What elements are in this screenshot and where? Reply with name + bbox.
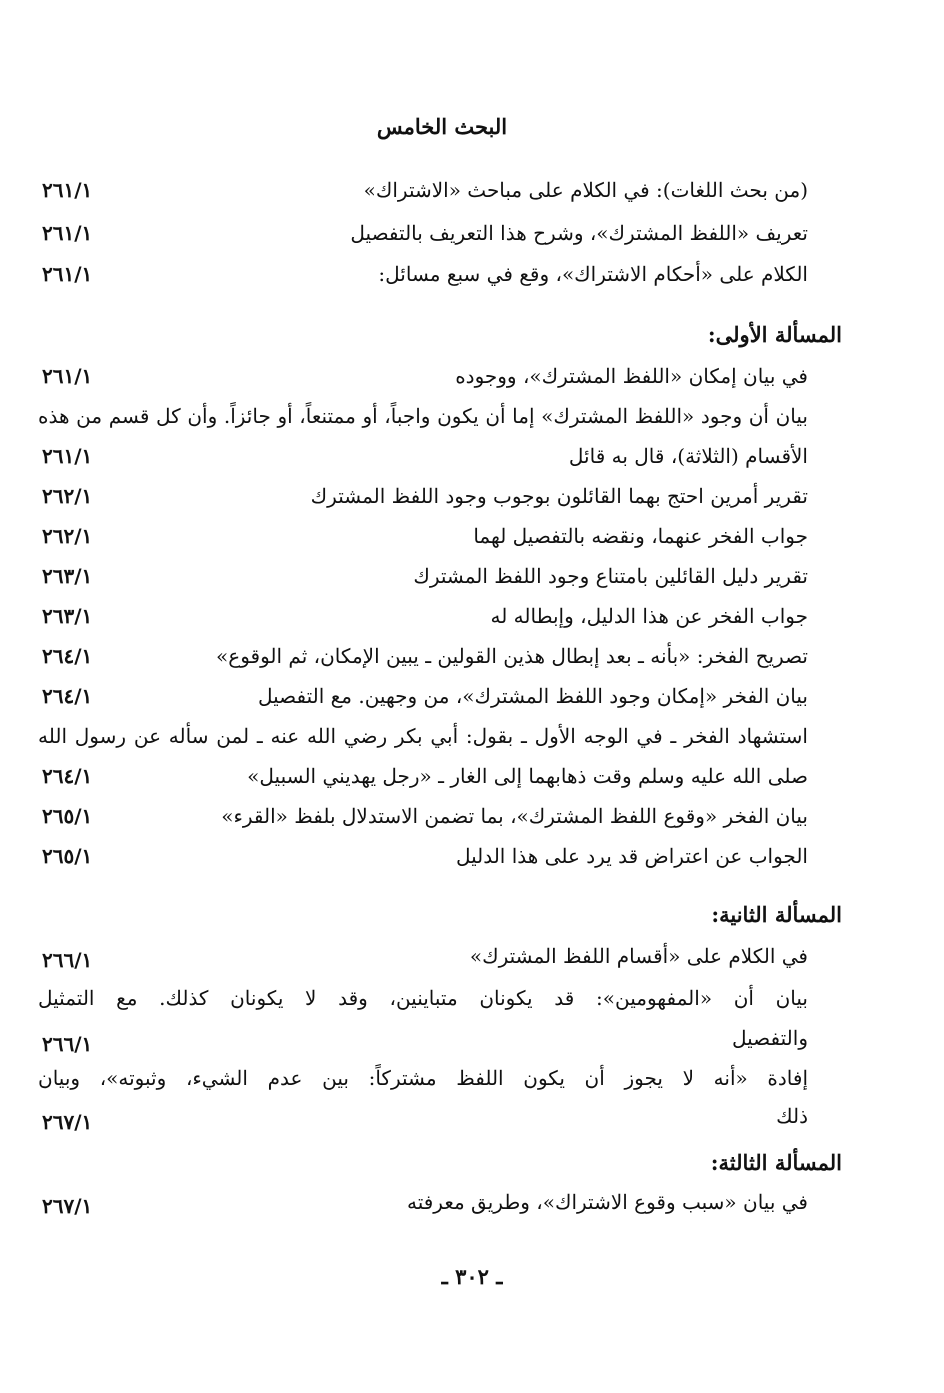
entry-line: ذلك <box>776 1104 808 1128</box>
page-reference: ٢٦٤/١ <box>42 684 93 708</box>
intro-line: (من بحث اللغات): في الكلام على مباحث «الاشتراك» <box>363 178 808 202</box>
page-number: ـ ٣٠٢ ـ <box>441 1264 503 1289</box>
page-reference: ٢٦٣/١ <box>42 564 93 588</box>
entry-line: في الكلام على «أقسام اللفظ المشترك» <box>469 944 808 968</box>
entry-line: تصريح الفخر: «بأنه ـ بعد إبطال هذين القولين ـ يبين الإمكان، ثم الوقوع» <box>216 644 808 668</box>
entry-line: في بيان «سبب وقوع الاشتراك»، وطريق معرفته <box>406 1190 808 1214</box>
intro-line: الكلام على «أحكام الاشتراك»، وقع في سبع مسائل: <box>378 262 808 286</box>
entry-line: بيان الفخر «وقوع اللفظ المشترك»، بما تضمن الاستدلال بلفظ «القرء» <box>221 804 808 828</box>
entry-line: الأقسام (الثلاثة)، قال به قائل <box>568 444 808 468</box>
page-reference: ٢٦١/١ <box>42 364 93 388</box>
section-title: المسألة الأولى: <box>707 322 842 347</box>
page-reference: ٢٦٣/١ <box>42 604 93 628</box>
page-reference: ٢٦١/١ <box>42 178 93 202</box>
page-reference: ٢٦٦/١ <box>42 1032 93 1056</box>
page-heading: البحث الخامس <box>376 114 508 139</box>
page-reference: ٢٦٢/١ <box>42 484 93 508</box>
entry-line: تقرير دليل القائلين بامتناع وجود اللفظ المشترك <box>413 564 808 588</box>
section-title: المسألة الثالثة: <box>710 1150 842 1175</box>
entry-line: إفادة «أنه لا يجوز أن يكون اللفظ مشتركاً: بين عدم الشيء، وثبوته»، وبيان <box>38 1066 808 1090</box>
page-reference: ٢٦١/١ <box>42 221 93 245</box>
page-reference: ٢٦١/١ <box>42 262 93 286</box>
page-reference: ٢٦٥/١ <box>42 804 93 828</box>
entry-line: تقرير أمرين احتج بهما القائلون بوجوب وجود اللفظ المشترك <box>310 484 808 508</box>
page-reference: ٢٦١/١ <box>42 444 93 468</box>
intro-line: تعريف «اللفظ المشترك»، وشرح هذا التعريف بالتفصيل <box>350 221 808 245</box>
entry-line: جواب الفخر عنهما، ونقضه بالتفصيل لهما <box>473 524 808 548</box>
page-reference: ٢٦٢/١ <box>42 524 93 548</box>
entry-line: بيان الفخر «إمكان وجود اللفظ المشترك»، من وجهين. مع التفصيل <box>257 684 808 708</box>
entry-line: في بيان إمكان «اللفظ المشترك»، ووجوده <box>455 364 808 388</box>
page-reference: ٢٦٧/١ <box>42 1194 93 1218</box>
page-reference: ٢٦٤/١ <box>42 764 93 788</box>
entry-line: والتفصيل <box>732 1026 808 1050</box>
page-reference: ٢٦٤/١ <box>42 644 93 668</box>
entry-line: بيان أن «المفهومين»: قد يكونان متباينين، وقد لا يكونان كذلك. مع التمثيل <box>38 986 808 1010</box>
page-reference: ٢٦٧/١ <box>42 1110 93 1134</box>
entry-line: جواب الفخر عن هذا الدليل، وإبطاله له <box>490 604 808 628</box>
entry-line: صلى الله عليه وسلم وقت ذهابهما إلى الغار ـ «رجل يهديني السبيل» <box>247 764 808 788</box>
page-reference: ٢٦٥/١ <box>42 844 93 868</box>
page-reference: ٢٦٦/١ <box>42 948 93 972</box>
entry-line: الجواب عن اعتراض قد يرد على هذا الدليل <box>455 844 808 868</box>
entry-line: بيان أن وجود «اللفظ المشترك» إما أن يكون واجباً، أو ممتنعاً، أو جائزاً. وأن كل قسم من هذه <box>38 404 808 428</box>
entry-line: استشهاد الفخر ـ في الوجه الأول ـ بقول: أبي بكر رضي الله عنه ـ لمن سأله عن رسول الله <box>38 724 808 748</box>
section-title: المسألة الثانية: <box>711 902 842 927</box>
